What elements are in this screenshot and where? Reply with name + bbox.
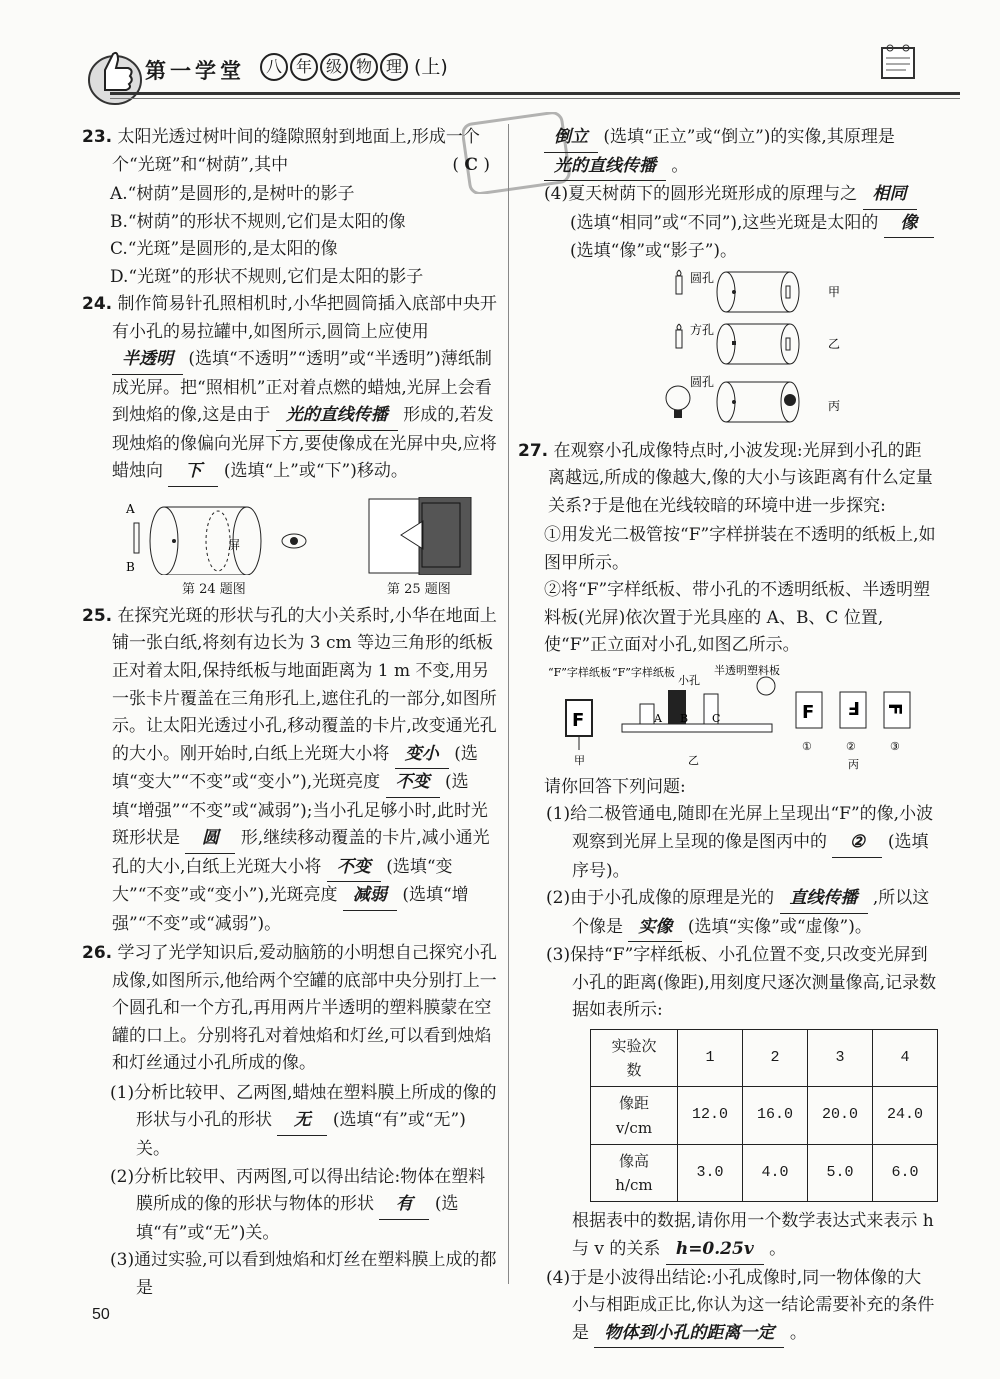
table-cell: 实验次数 <box>591 1029 678 1087</box>
table-cell: 像距 v/cm <box>591 1087 678 1145</box>
grade-char: 物 <box>350 53 378 81</box>
answer-blank: 相同 <box>863 181 917 210</box>
thumbs-up-icon <box>80 40 150 110</box>
q27-part-3 <box>518 942 938 1025</box>
q27-prompt: 请你回答下列问题: <box>544 776 686 797</box>
question-number: 27. <box>518 440 549 461</box>
question-text: (1)给二极管通电,随即在光屏上呈现出“F”的像,小波观察到光屏上呈现的像是图丙中的 <box>546 804 934 852</box>
question-text: (选填“增强”“不变”或“减弱”);当小孔足够小时,此时光斑形状是 <box>112 772 488 849</box>
table-cell: 4.0 <box>742 1144 807 1202</box>
table-cell: 4 <box>872 1029 937 1087</box>
figure-25 <box>367 497 479 575</box>
question-text: 。 <box>789 1322 807 1343</box>
question-text: (选填“有”或“无”)关。 <box>136 1194 459 1243</box>
q26-part-3-start <box>82 1247 498 1302</box>
header-rule <box>110 92 960 95</box>
header-title: 第一学堂 <box>145 59 245 83</box>
fig26-label-round: 圆孔 <box>690 270 715 285</box>
table-cell: 5.0 <box>807 1144 872 1202</box>
question-number: 24. <box>82 294 113 315</box>
fig27-label-yi: 乙 <box>688 753 699 767</box>
fig26-label-yi: 乙 <box>828 336 841 351</box>
answer-blank: 像 <box>884 210 934 239</box>
answer-blank: 下 <box>168 458 218 487</box>
question-text: (选填序号)。 <box>572 831 929 881</box>
notebook-icon <box>876 40 920 84</box>
table-cell: 24.0 <box>872 1087 937 1145</box>
question-text: (3)保持“F”字样纸板、小孔位置不变,只改变光屏到小孔的距离(像距),用刻度尺逐次测量像高,记录数据如表所示: <box>546 945 937 1021</box>
figures-24-25 <box>82 497 498 603</box>
figure-24 <box>122 497 322 575</box>
table-cell: 16.0 <box>742 1087 807 1145</box>
page-number: 50 <box>92 1306 110 1323</box>
question-text: (选填“变大”“不变”或“变小”),光斑亮度 <box>112 856 453 906</box>
q26-part-3-cont <box>518 124 938 181</box>
question-text: (选填“实像”或“虚像”)。 <box>687 916 872 937</box>
question-text: (2)由于小孔成像的原理是光的 <box>546 888 775 909</box>
answer-blank: 圆 <box>185 825 235 854</box>
svg-text:F: F <box>572 709 585 731</box>
question-text: (4)夏天树荫下的圆形光斑形成的原理与之 <box>544 184 858 205</box>
question-number: 23. <box>82 127 113 147</box>
fig27-label-hole: 小孔 <box>678 673 700 687</box>
answer-blank: 不变 <box>327 854 381 883</box>
question-text: (3)通过实验,可以看到烛焰和灯丝在塑料膜上成的都是 <box>110 1250 497 1298</box>
question-text: 根据表中的数据,请你用一个数学表达式来表示 h 与 v 的关系 <box>572 1211 934 1259</box>
fig27-label-f2: “F”字样纸板 <box>612 665 675 679</box>
fig27-label-n2: ② <box>846 739 856 753</box>
header-rule-thin <box>110 98 960 99</box>
svg-text:F: F <box>884 702 905 716</box>
fig26-label-jia: 甲 <box>828 284 841 299</box>
figure-26 <box>518 268 938 432</box>
fig27-label-jia: 甲 <box>574 753 585 767</box>
q26-part-1 <box>82 1080 498 1164</box>
question-text: ,所以这个像是 <box>572 888 930 937</box>
question-26 <box>82 940 498 1078</box>
question-text: (选填“像”或“影子”)。 <box>570 241 738 262</box>
fig26-label-round2: 圆孔 <box>690 374 715 389</box>
question-text: (选填“变大”“不变”或“变小”),光斑亮度 <box>112 743 478 793</box>
q27-part-2 <box>518 885 938 942</box>
grade-char: 年 <box>290 53 318 81</box>
left-column <box>82 124 498 1302</box>
question-text: 。 <box>671 155 689 176</box>
grade-char: 级 <box>320 53 348 81</box>
table-cell: 12.0 <box>677 1087 742 1145</box>
question-text: (选填“不透明”“透明”或“半透明”)薄纸制成光屏。把“照相机”正对着点燃的蜡烛,光屏上会看到烛焰的像,这是由于 <box>112 349 492 426</box>
q27-step-2: ②将“F”字样纸板、带小孔的不透明纸板、半透明塑料板(光屏)依次置于光具座的 A、B、C 位置,使“F”正立面对小孔,如图乙所示。 <box>544 580 931 656</box>
option-c: C.“光斑”是圆形的,是太阳的像 <box>110 239 338 260</box>
fig27-label-f1: “F”字样纸板 <box>548 665 611 679</box>
question-stem: 太阳光透过树叶间的缝隙照射到地面上,形成一个个“光斑”和“树荫”,其中 <box>112 127 480 175</box>
answer-blank: 倒立 <box>544 124 598 153</box>
question-number: 26. <box>82 943 113 964</box>
answer-blank: 直线传播 <box>780 885 868 914</box>
answer-blank: 变小 <box>395 741 449 770</box>
answer-blank: 无 <box>277 1107 327 1136</box>
fig26-label-bing: 丙 <box>828 398 841 413</box>
svg-text:F: F <box>802 701 815 723</box>
question-text: 制作简易针孔照相机时,小华把圆筒插入底部中央开有小孔的易拉罐中,如图所示,圆筒上应使用 <box>112 294 497 342</box>
table-row <box>591 1144 938 1202</box>
question-text: 形,继续移动覆盖的卡片,减小通光孔的大小,白纸上光斑大小将 <box>112 828 490 877</box>
table-cell: 20.0 <box>807 1087 872 1145</box>
table-cell: 6.0 <box>872 1144 937 1202</box>
q27-part-3-expr <box>518 1208 938 1264</box>
right-column <box>518 124 938 1348</box>
fig27-label-C: C <box>712 711 721 725</box>
question-23: 23. 太阳光透过树叶间的缝隙照射到地面上,形成一个个“光斑”和“树荫”,其中 ( C ) <box>82 127 490 175</box>
question-text: 在探究光斑的形状与孔的大小关系时,小华在地面上铺一张白纸,将刻有边长为 3 cm 等边三角形的纸板正对着太阳,保持纸板与地面距离为 1 m 不变,用另一张卡片覆盖在三角形孔上,遮住孔的一部分,如图所示。让太阳光透过小孔,移动覆盖的卡片,改变通光孔的大小。刚开始时,白纸上光斑大小将 <box>112 605 497 764</box>
table-cell: 2 <box>742 1029 807 1087</box>
figure-27 <box>518 664 938 774</box>
answer-blank: 实像 <box>628 914 682 943</box>
question-25 <box>82 603 498 938</box>
q27-step-1: ①用发光二极管按“F”字样拼装在不透明的纸板上,如图甲所示。 <box>544 525 936 573</box>
answer-blank: 有 <box>379 1191 429 1220</box>
fig27-label-n3: ③ <box>890 739 900 753</box>
question-text: 形成的,若发现烛焰的像偏向光屏下方,要使像成在光屏中央,应将蜡烛向 <box>112 405 497 482</box>
table-cell: 1 <box>677 1029 742 1087</box>
table-row <box>591 1087 938 1145</box>
question-24 <box>82 291 498 487</box>
table-cell: 像高 h/cm <box>591 1144 678 1202</box>
question-stem: 学习了光学知识后,爱动脑筋的小明想自己探究小孔成像,如图所示,他给两个空罐的底部中央分别打上一个圆孔和一个方孔,再用两片半透明的塑料膜蒙在空罐的口上。分别将孔对着烛焰和灯丝,可以看到烛焰和灯丝通过小孔所成的像。 <box>112 943 497 1074</box>
question-text: (选填“上”或“下”)移动。 <box>223 461 408 482</box>
fig27-label-bing: 丙 <box>848 757 859 771</box>
answer-blank: 光的直线传播 <box>276 402 398 431</box>
svg-text:F: F <box>847 696 860 718</box>
q27-part-4 <box>518 1265 938 1349</box>
question-text: (2)分析比较甲、丙两图,可以得出结论:物体在塑料膜所成的像的形状与物体的形状 <box>110 1166 486 1215</box>
choice-answer: C <box>464 154 478 175</box>
fig27-label-A: A <box>654 711 662 725</box>
fig24-label-screen: 屏 <box>228 537 241 552</box>
option-d: D.“光斑”的形状不规则,它们是太阳的影子 <box>110 266 424 287</box>
question-number: 25. <box>82 605 113 626</box>
table-cell: 3 <box>807 1029 872 1087</box>
fig24-label-a: A <box>126 501 135 516</box>
header-grade <box>260 52 448 83</box>
answer-blank: 光的直线传播 <box>544 153 666 182</box>
table-header-row <box>591 1029 938 1087</box>
answer-blank: 不变 <box>386 769 440 798</box>
question-stem: 在观察小孔成像特点时,小波发现:光屏到小孔的距离越远,所成的像越大,像的大小与该距离有什么定量关系?于是他在光线较暗的环境中进一步探究: <box>548 440 933 516</box>
q27-part-1 <box>518 801 938 885</box>
question-text: (选填“相同”或“不同”),这些光斑是太阳的 <box>570 212 879 233</box>
grade-char: 理 <box>380 53 408 81</box>
figure-24-caption: 第 24 题图 <box>182 581 246 597</box>
answer-blank: 减弱 <box>343 882 397 911</box>
option-a: A.“树荫”是圆形的,是树叶的影子 <box>110 184 355 205</box>
page-header <box>40 40 960 110</box>
fig26-label-square: 方孔 <box>690 322 715 337</box>
question-text: (选填“增强”“不变”或“减弱”)。 <box>112 885 469 934</box>
semester-label: (上) <box>414 56 448 78</box>
fig24-label-b: B <box>126 559 135 574</box>
column-divider <box>508 124 509 1284</box>
answer-blank: ② <box>832 829 882 858</box>
grade-char: 八 <box>260 53 288 81</box>
option-b: B.“树荫”的形状不规则,它们是太阳的像 <box>110 211 406 232</box>
answer-blank: h=0.25v <box>666 1236 764 1265</box>
question-27 <box>518 438 938 521</box>
fig27-label-B: B <box>680 711 689 725</box>
figure-25-caption: 第 25 题图 <box>387 581 451 597</box>
question-text: (4)于是小波得出结论:小孔成像时,同一物体像的大小与相距成正比,你认为这一结论需要补充的条件是 <box>546 1267 935 1343</box>
question-text: (选填“有”或“无”)关。 <box>136 1110 466 1159</box>
answer-blank: 半透明 <box>112 346 183 375</box>
fig27-label-n1: ① <box>802 739 812 753</box>
question-text: (1)分析比较甲、乙两图,蜡烛在塑料膜上所成的像的形状与小孔的形状 <box>110 1082 497 1131</box>
data-table <box>590 1029 938 1203</box>
fig27-label-screen: 半透明塑料板 <box>714 663 780 677</box>
question-text: 。 <box>769 1239 787 1259</box>
q26-part-4 <box>518 181 938 266</box>
question-text: (选填“正立”或“倒立”)的实像,其原理是 <box>603 127 895 147</box>
q26-part-2 <box>82 1164 498 1248</box>
table-cell: 3.0 <box>677 1144 742 1202</box>
answer-blank: 物体到小孔的距离一定 <box>594 1320 784 1349</box>
